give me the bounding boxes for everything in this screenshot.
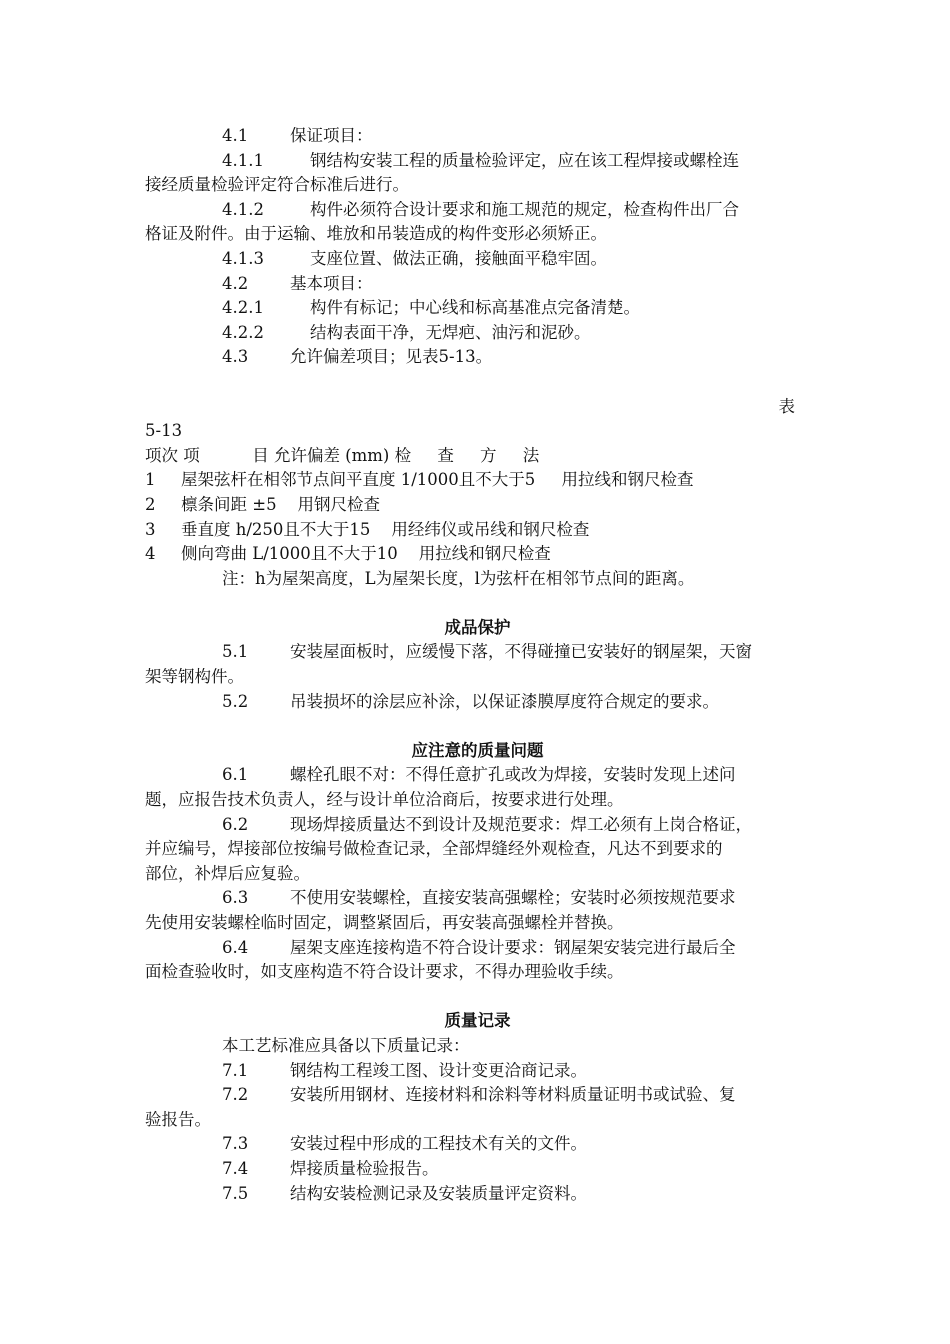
section-title-quality-issues: 应注意的质量问题 [411, 740, 544, 760]
para-6-3-line2: 先使用安装螺栓临时固定，调整紧固后，再安装高强螺栓并替换。 [145, 913, 624, 932]
para-7-4: 7.4 焊接质量检验报告。 [222, 1158, 439, 1178]
para-7-3: 7.3 安装过程中形成的工程技术有关的文件。 [222, 1134, 587, 1154]
section-title-quality-records: 质量记录 [444, 1011, 511, 1031]
para-4-1-3: 4.1.3 支座位置、做法正确，接触面平稳牢固。 [222, 248, 607, 268]
table-header-row: 项次 项 目 允许偏差 (mm) 检 查 方 法 [145, 445, 540, 465]
para-7-1: 7.1 钢结构工程竣工图、设计变更洽商记录。 [222, 1060, 587, 1080]
para-5-2: 5.2 吊装损坏的涂层应补涂，以保证漆膜厚度符合规定的要求。 [222, 691, 719, 711]
spacer [145, 370, 810, 395]
para-7-2-line2: 验报告。 [145, 1109, 211, 1129]
para-6-4-line1: 6.4 屋架支座连接构造不符合设计要求：钢屋架安装完进行最后全 [222, 937, 736, 957]
para-6-2-line2: 并应编号，焊接部位按编号做检查记录，全部焊缝经外观检查，凡达不到要求的 [145, 839, 723, 859]
para-4-1-2-line1: 4.1.2 构件必须符合设计要求和施工规范的规定，检查构件出厂合 [222, 199, 739, 219]
para-4-1-1-line1: 4.1.1 钢结构安装工程的质量检验评定，应在该工程焊接或螺栓连 [222, 150, 739, 170]
para-5-1-line1: 5.1 安装屋面板时，应缓慢下落，不得碰撞已安装好的钢屋架，天窗 [222, 642, 752, 662]
para-6-3-line1: 6.3 不使用安装螺栓，直接安装高强螺栓；安装时必须按规范要求 [222, 888, 736, 908]
records-intro: 本工艺标准应具备以下质量记录： [222, 1035, 470, 1055]
para-6-2-line1: 6.2 现场焊接质量达不到设计及规范要求：焊工必须有上岗合格证， [222, 814, 752, 834]
para-6-2-line3: 部位，补焊后应复验。 [145, 863, 310, 883]
table-caption-prefix: 表 [778, 396, 795, 416]
spacer [145, 591, 810, 616]
document-page [145, 124, 810, 1206]
para-6-1-line2: 题，应报告技术负责人，经与设计单位洽商后，按要求进行处理。 [145, 790, 624, 810]
para-4-2-2: 4.2.2 结构表面干净，无焊疤、油污和泥砂。 [222, 322, 591, 342]
heading-4-1: 4.1 保证项目： [222, 126, 373, 145]
table-row: 2 檩条间距 ±5 用钢尺检查 [145, 494, 381, 514]
para-4-1-1-line2: 接经质量检验评定符合标准后进行。 [145, 175, 409, 195]
para-6-4-line2: 面检查验收时，如支座构造不符合设计要求，不得办理验收手续。 [145, 962, 624, 982]
table-row: 3 垂直度 h/250且不大于15 用经纬仪或吊线和钢尺检查 [145, 519, 590, 539]
para-4-2-1: 4.2.1 构件有标记；中心线和标高基准点完备清楚。 [222, 298, 640, 318]
table-note: 注：h为屋架高度，L为屋架长度，l为弦杆在相邻节点间的距离。 [222, 568, 695, 588]
para-7-5: 7.5 结构安装检测记录及安装质量评定资料。 [222, 1183, 587, 1203]
section-title-finished-product-protection: 成品保护 [444, 617, 511, 637]
spacer [145, 985, 810, 1010]
para-5-1-line2: 架等钢构件。 [145, 667, 244, 687]
table-row: 1 屋架弦杆在相邻节点间平直度 1/1000且不大于5 用拉线和钢尺检查 [145, 470, 694, 490]
para-7-2-line1: 7.2 安装所用钢材、连接材料和涂料等材料质量证明书或试验、复 [222, 1085, 736, 1105]
para-6-1-line1: 6.1 螺栓孔眼不对：不得任意扩孔或改为焊接，安装时发现上述问 [222, 765, 736, 785]
para-4-1-2-line2: 格证及附件。由于运输、堆放和吊装造成的构件变形必须矫正。 [145, 224, 607, 244]
heading-4-3: 4.3 允许偏差项目；见表5-13。 [222, 347, 493, 367]
table-row: 4 侧向弯曲 L/1000且不大于10 用拉线和钢尺检查 [145, 544, 551, 564]
spacer [145, 714, 810, 739]
heading-4-2: 4.2 基本项目： [222, 273, 373, 293]
table-caption-number: 5-13 [145, 421, 183, 441]
